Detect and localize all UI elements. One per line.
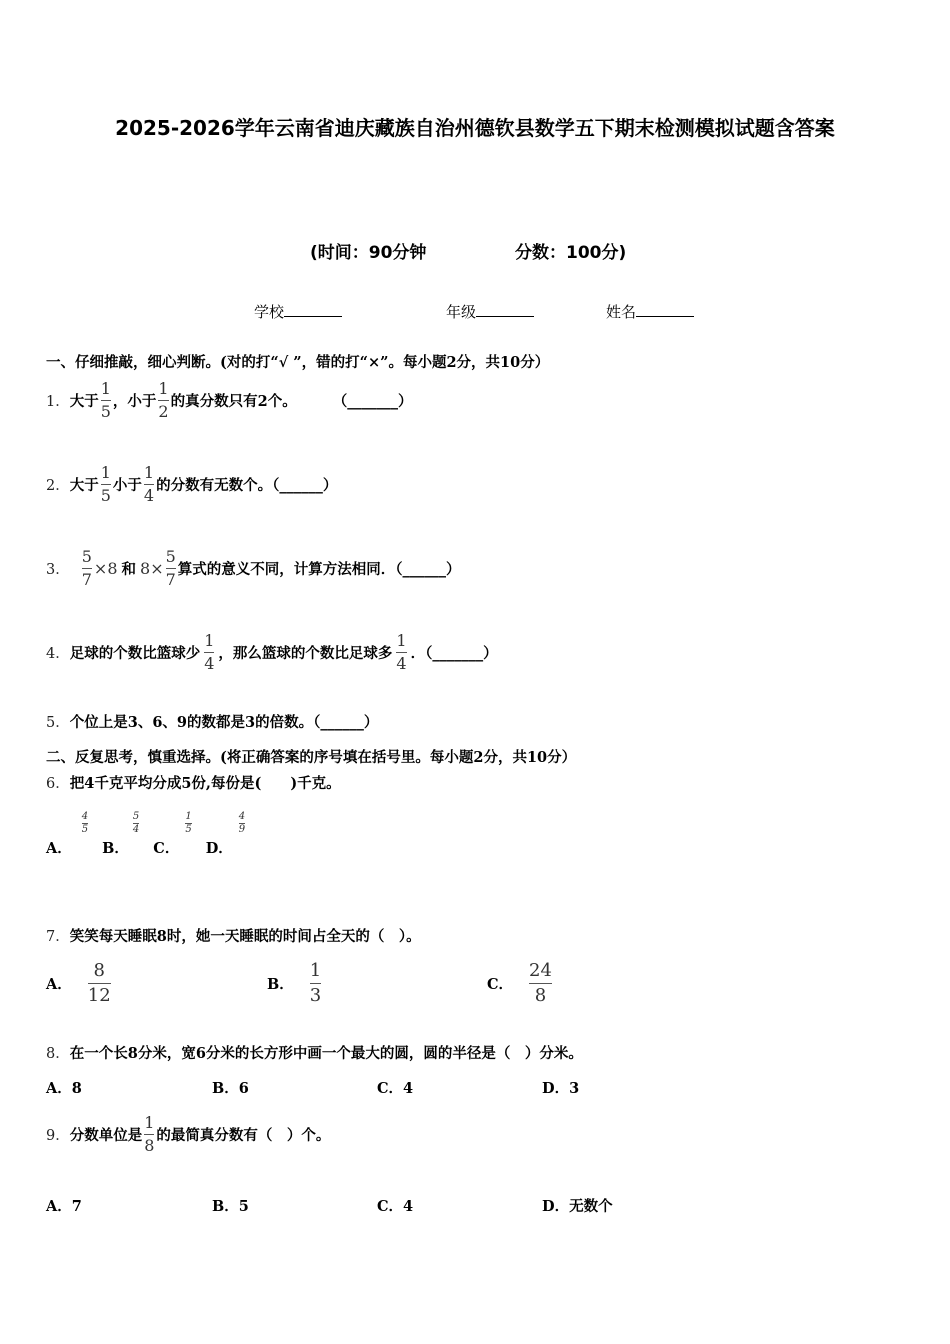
- question-8: [46, 1042, 583, 1063]
- question-7: [46, 925, 421, 946]
- q7-option-c-fraction: $\frac{24}{8}$: [529, 959, 552, 1006]
- q6-options: [46, 812, 245, 858]
- q7-number: 7．: [46, 929, 70, 945]
- q2-number: 2．: [46, 477, 70, 494]
- q7-option-b-fraction: $\frac{1}{3}$: [309, 959, 322, 1006]
- question-6: [46, 772, 341, 793]
- q9-number: 9．: [46, 1127, 70, 1144]
- q1-text-b: ，小于: [112, 392, 157, 410]
- q1-fraction-1: $\frac{1}{5}$: [100, 378, 111, 421]
- q3-expr-1: ×8: [93, 558, 118, 578]
- q6-option-a-fraction: $\frac{4}{5}$: [81, 811, 89, 835]
- q9-option-c[interactable]: C．4: [377, 1198, 414, 1215]
- q9-option-a[interactable]: A．7: [46, 1198, 82, 1215]
- q2-fraction-2: $\frac{1}{4}$: [143, 462, 155, 505]
- name-field: [606, 301, 694, 322]
- q1-answer-blank[interactable]: （_______）: [332, 392, 413, 410]
- q3-text-c: 算式的意义不同，计算方法相同．（______）: [177, 560, 461, 578]
- q5-text: 个位上是3、6、9的数都是3的倍数。（______）: [69, 714, 379, 731]
- q8-text: 在一个长8分米，宽6分米的长方形中画一个最大的圆，圆的半径是（ ）分米。: [69, 1045, 583, 1062]
- q6-option-d[interactable]: D．: [205, 840, 233, 857]
- question-3: [46, 544, 461, 592]
- q6-option-c[interactable]: C．: [153, 840, 180, 857]
- q6-text: 把4千克平均分成5份,每份是( )千克。: [69, 775, 341, 792]
- q3-and: 和: [121, 560, 137, 578]
- q4-text-a: 足球的个数比篮球少: [69, 644, 201, 662]
- q7-text: 笑笑每天睡眠8时，她一天睡眠的时间占全天的（ ）。: [69, 928, 421, 945]
- q9-fraction: $\frac{1}{8}$: [144, 1112, 155, 1155]
- q7-option-a[interactable]: A．: [46, 975, 72, 993]
- q9-text-a: 分数单位是: [69, 1126, 143, 1144]
- q6-option-a[interactable]: A．: [46, 840, 72, 857]
- q6-option-b[interactable]: B．: [102, 840, 129, 857]
- q7-option-a-fraction: $\frac{8}{12}$: [87, 959, 111, 1006]
- grade-field: [446, 301, 534, 322]
- section-2-heading: 二、反复思考，慎重选择。(将正确答案的序号填在括号里。每小题2分，共10分）: [46, 749, 577, 766]
- page-title: 2025-2026学年云南省迪庆藏族自治州德钦县数学五下期末检测模拟试题含答案: [115, 116, 835, 140]
- q1-number: 1．: [46, 393, 70, 410]
- school-field: [254, 301, 342, 322]
- q7-option-a-wrap: [46, 958, 113, 1008]
- q8-option-a[interactable]: A．8: [46, 1080, 82, 1097]
- q7-option-b-wrap: [267, 958, 323, 1008]
- question-2: [46, 460, 337, 508]
- q2-text-b: 小于: [112, 476, 142, 494]
- q6-option-d-fraction: $\frac{4}{9}$: [238, 811, 246, 835]
- q3-number: 3．: [46, 561, 70, 578]
- school-label: 学校: [254, 303, 285, 321]
- question-1: [46, 376, 412, 424]
- q1-text-c: 的真分数只有2个。: [170, 392, 297, 410]
- q9-text-c: 的最简真分数有（ ）个。: [156, 1126, 331, 1144]
- q3-expr-2: 8×: [140, 558, 164, 578]
- q2-text-a: 大于: [69, 476, 99, 494]
- q8-option-c[interactable]: C．4: [377, 1080, 414, 1097]
- q3-fraction-1: $\frac{5}{7}$: [81, 546, 92, 589]
- section-1-heading: 一、仔细推敲，细心判断。(对的打“√ ”，错的打“×”。每小题2分，共10分）: [46, 354, 550, 371]
- q8-number: 8．: [46, 1046, 70, 1062]
- q2-fraction-1: $\frac{1}{5}$: [100, 462, 111, 505]
- name-label: 姓名: [606, 303, 637, 321]
- q7-option-c[interactable]: C．: [487, 975, 514, 993]
- question-4: [46, 628, 498, 676]
- q8-option-d[interactable]: D．3: [542, 1080, 580, 1097]
- q5-number: 5．: [46, 715, 70, 731]
- q4-text-c: ．（_______）: [410, 644, 498, 662]
- q7-option-b[interactable]: B．: [267, 975, 294, 993]
- q6-option-b-fraction: $\frac{5}{4}$: [132, 811, 140, 835]
- question-5: [46, 711, 378, 732]
- q8-option-b[interactable]: B．6: [212, 1080, 249, 1097]
- q6-number: 6．: [46, 776, 70, 792]
- q4-fraction-1: $\frac{1}{4}$: [204, 630, 215, 673]
- q1-text-a: 大于: [69, 392, 99, 410]
- name-blank[interactable]: [636, 302, 694, 317]
- grade-blank[interactable]: [476, 302, 534, 317]
- q4-number: 4．: [46, 645, 70, 662]
- q7-option-c-wrap: [487, 958, 554, 1008]
- q9-option-d[interactable]: D．无数个: [542, 1198, 613, 1215]
- q6-option-c-fraction: $\frac{1}{5}$: [185, 811, 192, 835]
- school-blank[interactable]: [284, 302, 342, 317]
- exam-score: 分数：100分): [515, 243, 627, 263]
- exam-time: (时间：90分钟: [310, 243, 427, 263]
- question-9: [46, 1110, 330, 1158]
- q3-fraction-2: $\frac{5}{7}$: [165, 546, 176, 589]
- q4-fraction-2: $\frac{1}{4}$: [396, 630, 407, 673]
- q9-option-b[interactable]: B．5: [212, 1198, 249, 1215]
- q4-text-b: ，那么篮球的个数比足球多: [218, 644, 393, 662]
- q2-text-c: 的分数有无数个。（______）: [156, 476, 338, 494]
- q1-fraction-2: $\frac{1}{2}$: [158, 378, 169, 421]
- grade-label: 年级: [446, 303, 477, 321]
